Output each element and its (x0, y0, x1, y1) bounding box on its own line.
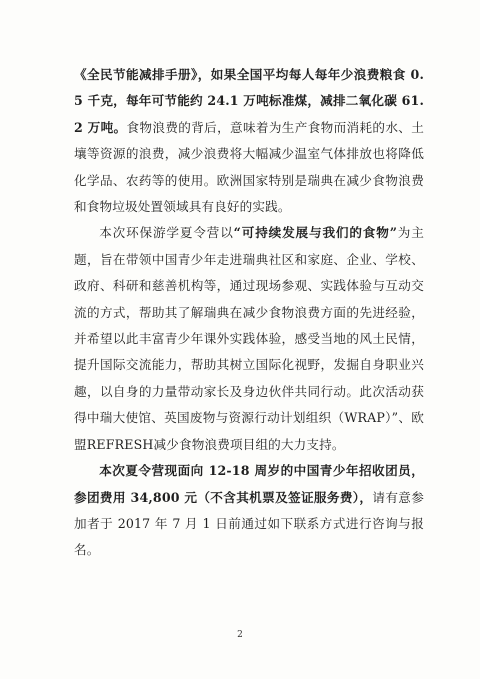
page-number: 2 (237, 630, 243, 640)
paragraph-camp-theme (74, 220, 424, 458)
text-run-theme: “可持续发展与我们的食物” (233, 225, 398, 241)
document-body (74, 62, 424, 564)
text-run: 《全民节能减排手册》，如果全国平均每人每年少浪费粮食 0.5 千克，每年可节能约 24.1 万吨标准煤，减排二氧化碳 61.2 万吨。 (74, 67, 424, 135)
paragraph-energy-saving (74, 62, 424, 220)
text-run: 请有意参加者于 2017 年 7 月 1 日前通过如下联系方式进行咨询与报名。 (74, 489, 424, 558)
text-run: 为主题，旨在带领中国青少年走进瑞典社区和家庭、企业、学校、政府、科研和慈善机构等，通过现场参观、实践体验与互动交流的方式，帮助其了解瑞典在减少食物浪费方面的先进经验，并希望以此丰富青少年课外实践体验，感受当地的风土民情，提升国际交流能力，帮助其树立国际化视野，发掘自身职业兴趣，以自身的力量带动家长及身边伙伴共同行动。此次活动获得中瑞大使馆、英国废物与资源行动计划组织（WRAP）”、欧盟REFRESH减少食物浪费项目组的大力支持。 (74, 225, 424, 452)
paragraph-enrollment (74, 458, 424, 564)
text-run: 食物浪费的背后，意味着为生产食物而消耗的水、土壤等资源的浪费，减少浪费将大幅减少温室气体排放也将降低化学品、农药等的使用。欧洲国家特别是瑞典在减少食物浪费和食物垃圾处置领域具有良好的实践。 (74, 119, 424, 215)
text-run: 本次环保游学夏令营以 (99, 225, 234, 241)
text-run-fee: 本次夏令营现面向 12-18 周岁的中国青少年招收团员，参团费用 34,800 元（不含其机票及签证服务费）， (74, 463, 424, 505)
